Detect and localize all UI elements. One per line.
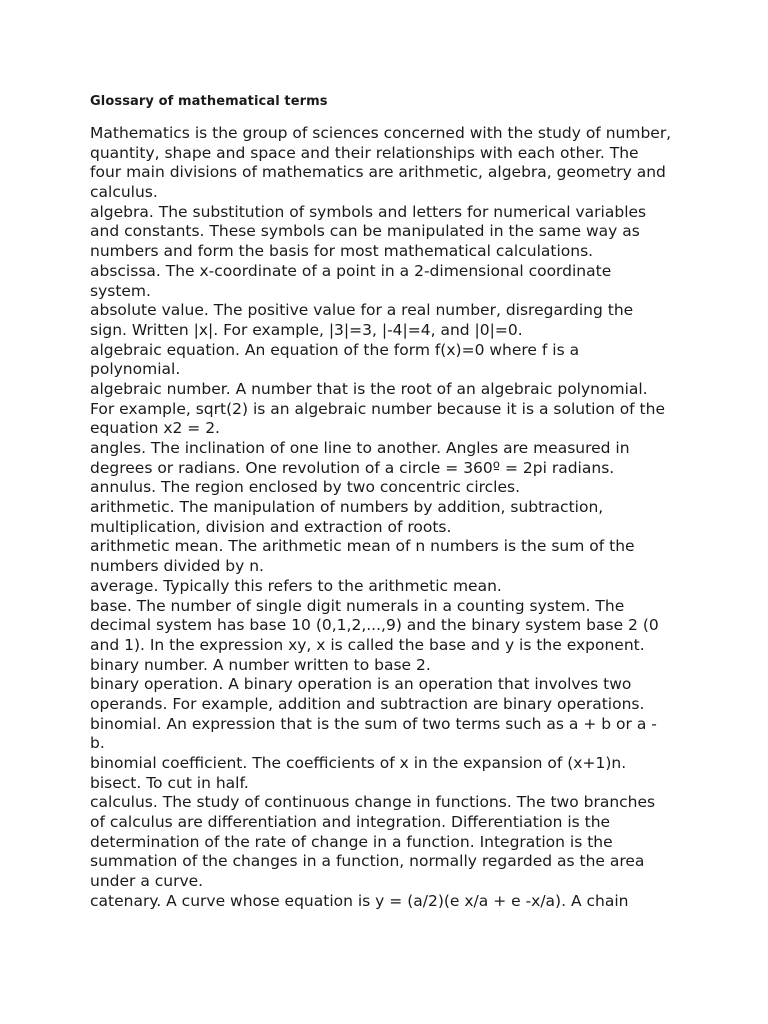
text-line: binary number. A number written to base 2. <box>90 655 431 674</box>
text-line: under a curve. <box>90 872 204 891</box>
text-line: system. <box>90 281 151 300</box>
text-line: numbers and form the basis for most mathematical calculations. <box>90 242 594 261</box>
text-line: binomial. An expression that is the sum of two terms such as a + b or a - <box>90 714 657 733</box>
text-line: binomial coefficient. The coefficients of x in the expansion of (x+1)n. <box>90 754 627 772</box>
text-line: catenary. A curve whose equation is y = (a/2)(e x/a + e -x/a). A chain <box>90 891 629 910</box>
text-line: four main divisions of mathematics are arithmetic, algebra, geometry and <box>90 163 666 182</box>
text-line: binary operation. A binary operation is an operation that involves two <box>90 675 632 694</box>
text-line: For example, sqrt(2) is an algebraic number because it is a solution of the <box>90 399 665 418</box>
text-line: b. <box>90 734 105 753</box>
text-line: degrees or radians. One revolution of a circle = 360º = 2pi radians. <box>90 458 615 477</box>
text-line: multiplication, division and extraction of roots. <box>90 517 452 536</box>
text-line: algebraic number. A number that is the root of an algebraic polynomial. <box>90 379 648 398</box>
text-line: algebraic equation. An equation of the form f(x)=0 where f is a <box>90 340 580 359</box>
text-line: bisect. To cut in half. <box>90 773 249 792</box>
text-line: summation of the changes in a function, normally regarded as the area <box>90 852 645 871</box>
text-line: numbers divided by n. <box>90 557 264 576</box>
text-line: calculus. The study of continuous change in functions. The two branches <box>90 793 656 812</box>
text-line: angles. The inclination of one line to another. Angles are measured in <box>90 439 630 457</box>
text-line: quantity, shape and space and their relationships with each other. The <box>90 143 639 162</box>
text-line: determination of the rate of change in a function. Integration is the <box>90 832 613 851</box>
text-line: absolute value. The positive value for a real number, disregarding the <box>90 301 634 320</box>
text-line: base. The number of single digit numerals in a counting system. The <box>90 596 625 615</box>
text-line: annulus. The region enclosed by two concentric circles. <box>90 478 521 497</box>
text-line: polynomial. <box>90 360 181 379</box>
text-line: arithmetic. The manipulation of numbers by addition, subtraction, <box>90 498 604 517</box>
document-title: Glossary of mathematical terms <box>90 94 328 109</box>
text-line: arithmetic mean. The arithmetic mean of n numbers is the sum of the <box>90 537 635 556</box>
text-line: algebra. The substitution of symbols and letters for numerical variables <box>90 202 647 221</box>
text-line: sign. Written |x|. For example, |3|=3, |-4|=4, and |0|=0. <box>90 320 523 339</box>
text-line: abscissa. The x-coordinate of a point in a 2-dimensional coordinate <box>90 261 612 280</box>
text-line: calculus. <box>90 183 158 202</box>
text-line: of calculus are differentiation and integration. Differentiation is the <box>90 813 611 832</box>
text-line: operands. For example, addition and subtraction are binary operations. <box>90 694 645 713</box>
text-line: equation x2 = 2. <box>90 419 220 438</box>
text-line: and 1). In the expression xy, x is called the base and y is the exponent. <box>90 635 645 654</box>
text-line: decimal system has base 10 (0,1,2,...,9) and the binary system base 2 (0 <box>90 616 659 635</box>
glossary-body <box>90 124 690 912</box>
text-line: average. Typically this refers to the arithmetic mean. <box>90 576 502 595</box>
text-line: Mathematics is the group of sciences concerned with the study of number, <box>90 124 672 142</box>
text-line: and constants. These symbols can be manipulated in the same way as <box>90 222 640 241</box>
